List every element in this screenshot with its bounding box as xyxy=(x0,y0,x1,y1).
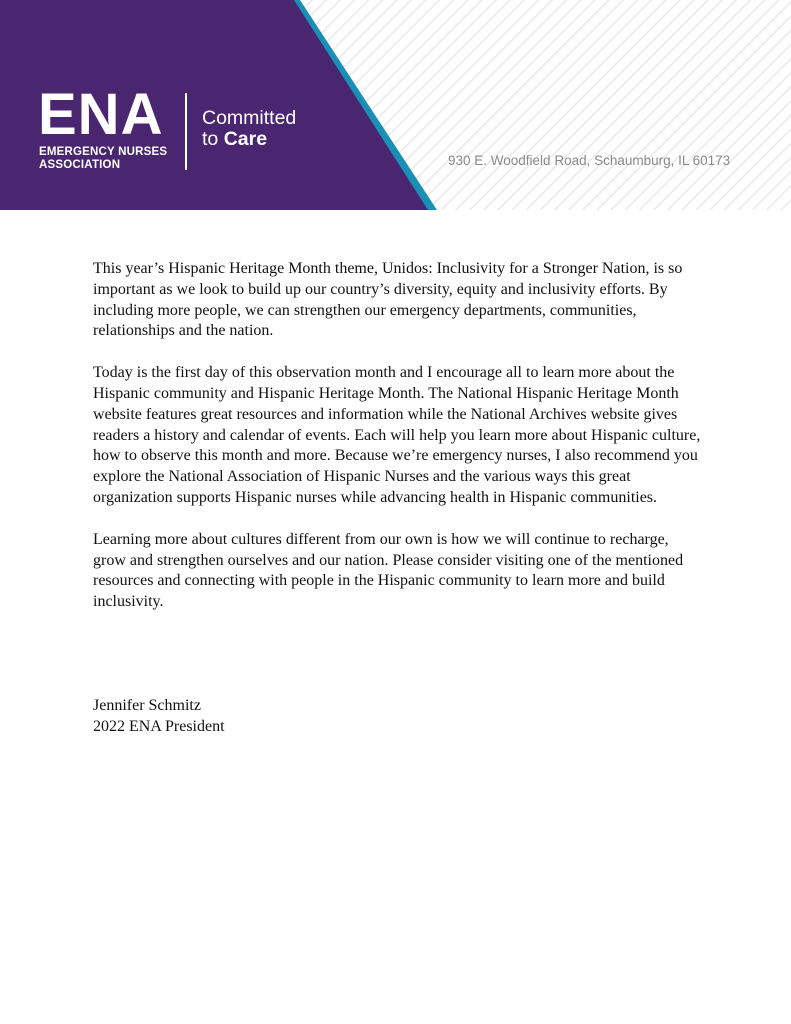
tagline-strong: Care xyxy=(223,128,268,150)
tagline-line2 xyxy=(202,129,296,150)
address: 930 E. Woodfield Road, Schaumburg, IL 60173 xyxy=(448,153,731,168)
tagline-line1: Committed xyxy=(202,107,297,129)
logo-subtitle xyxy=(39,146,167,172)
paragraph-3: Learning more about cultures different from our own is how we will continue to recharge, grow and strengthen ourselves and our nation. Please consider visiting one of the mentioned resources and connecting with people in the Hispanic community to learn more and build inclusivity. xyxy=(93,530,684,611)
tagline xyxy=(202,108,296,150)
signature-title: 2022 ENA President xyxy=(93,718,225,735)
ena-logo: ENA xyxy=(38,82,164,147)
logo-divider xyxy=(185,93,187,170)
signature-name: Jennifer Schmitz xyxy=(93,697,201,714)
paragraph-2: Today is the first day of this observation month and I encourage all to learn more about the Hispanic community and Hispanic Heritage Month. The National Hispanic Heritage Month website features great resources and information while the National Archives website gives readers a history and calendar of events. Each will help you learn more about Hispanic culture, how to observe this month and more. Because we’re emergency nurses, I also recommend you explore the National Association of Hispanic Nurses and the various ways this great organization supports Hispanic nurses while advancing health in Hispanic communities. xyxy=(93,364,701,506)
letter-body xyxy=(93,259,703,634)
paragraph-1: This year’s Hispanic Heritage Month theme, Unidos: Inclusivity for a Stronger Nation, is so important as we look to build up our country’s diversity, equity and inclusivity efforts. By including more people, we can strengthen our emergency departments, communities, relationships and the nation. xyxy=(93,260,683,340)
logo-subtitle-line2: ASSOCIATION xyxy=(39,159,121,171)
tagline-prefix: to xyxy=(202,128,224,150)
signature-block xyxy=(93,695,225,737)
letterhead xyxy=(0,0,791,210)
logo-subtitle-line1: EMERGENCY NURSES xyxy=(39,146,168,158)
